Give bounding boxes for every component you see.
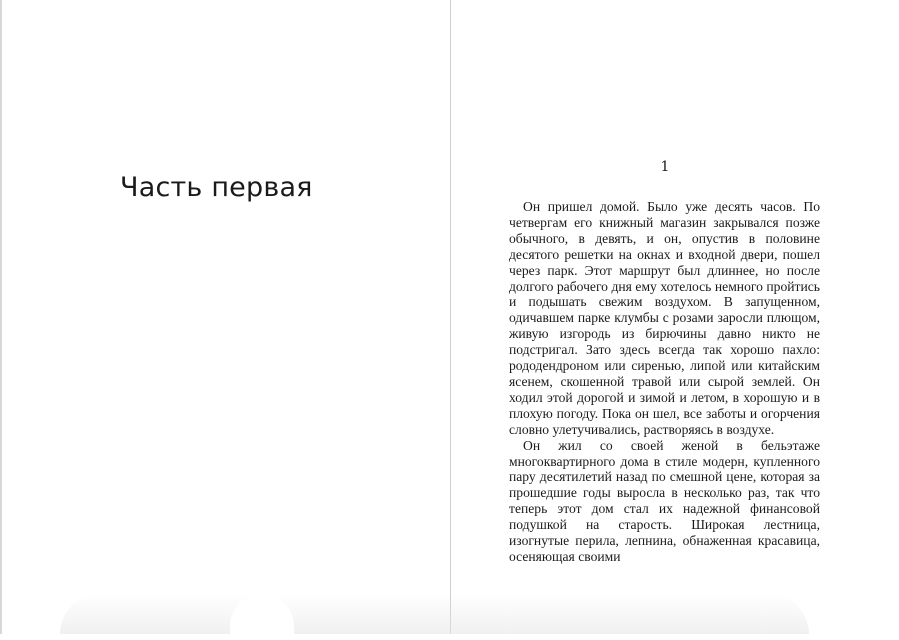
paragraph-1: Он пришел домой. Было уже десять часов. По четвергам его книжный магазин закрывался позже обычного, в девять, и он, опустив в половине десятого решетки на окнах и входной двери, пошел через парк. Этот маршрут был длиннее, но после долгого рабочего дня ему хотелось немного пройтись и подышать свежим воздухом. В запущенном, одичавшем парке клумбы с розами заросли плющом, живую изгородь из бирючины давно никто не подстригал. Зато здесь всегда так хорошо пахло: рододендроном или сиренью, липой или китайским ясенем, скошенной травой или сырой землей. Он ходил этой дорогой и зимой и летом, в хорошую и в плохую погоду. Пока он шел, все заботы и огорчения словно улетучивались, растворяясь в воздухе. [509,199,820,437]
paragraph-2: Он жил со своей женой в бельэтаже многоквартирного дома в стиле модерн, купленного пару десятилетий назад по смешной цене, которая за прошедшие годы выросла в несколько раз, так что теперь этот дом стал их надежной финансовой подушкой на старость. Широкая лестница, изогнутые перила, лепнина, обнаженная красавица, осеняющая своими [509,437,820,564]
part-title: Часть первая [120,172,313,203]
chapter-number: 1 [660,159,670,175]
page-bottom-shadow [60,594,809,634]
right-page [451,0,899,634]
chapter-body [509,199,820,564]
left-page [2,0,450,634]
